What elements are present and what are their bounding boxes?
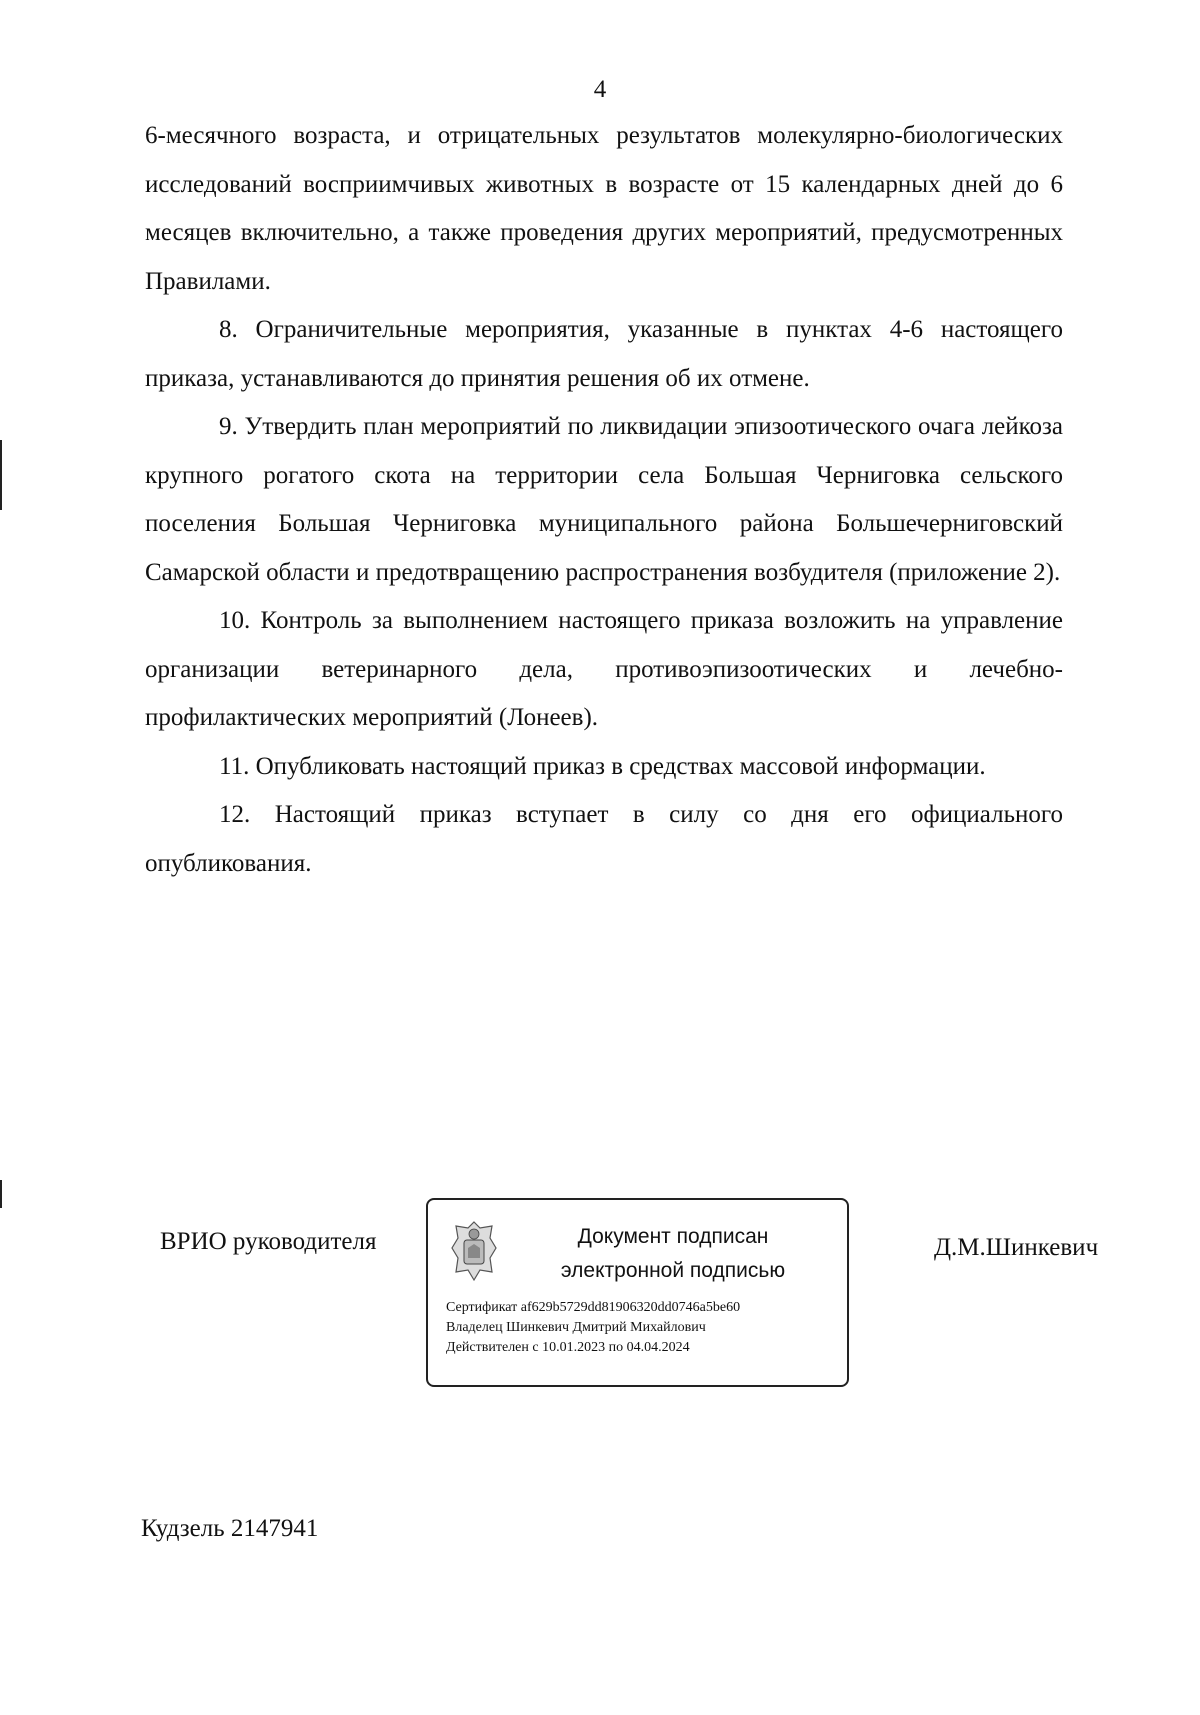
paragraph-item-9: 9. Утвердить план мероприятий по ликвидации эпизоотического очага лейкоза крупного рогатого скота на территории села Большая Черниговка сельского поселения Большая Черниговка муниципального района Большечерниговский Самарской области и предотвращению распространения возбудителя (приложение 2).: [145, 413, 1063, 586]
page-number: 4: [593, 76, 607, 103]
signature-block: [0, 1198, 1200, 1398]
paragraph-item-10: 10. Контроль за выполнением настоящего приказа возложить на управление организации ветеринарного дела, противоэпизоотических и лечебно-профилактических мероприятий (Лонеев).: [145, 607, 1063, 731]
stamp-details: [446, 1298, 740, 1358]
certificate-number: Сертификат af629b5729dd81906320dd0746a5be60: [446, 1300, 741, 1315]
certificate-owner: Владелец Шинкевич Дмитрий Михайлович: [446, 1320, 706, 1335]
paragraph-item-11: 11. Опубликовать настоящий приказ в средствах массовой информации.: [219, 752, 986, 780]
paragraph-continuation: 6-месячного возраста, и отрицательных результатов молекулярно-биологических исследований восприимчивых животных в возрасте от 15 календарных дней до 6 месяцев включительно, а также проведения других мероприятий, предусмотренных Правилами.: [145, 122, 1063, 295]
signer-title: ВРИО руководителя: [160, 1228, 377, 1255]
coat-of-arms-icon: [446, 1218, 502, 1284]
signer-name: Д.М.Шинкевич: [934, 1234, 1099, 1261]
scan-edge-mark: [0, 440, 2, 510]
stamp-heading-line: электронной подписью: [560, 1259, 786, 1282]
stamp-heading: [518, 1220, 828, 1288]
stamp-heading-line: Документ подписан: [577, 1225, 769, 1248]
certificate-validity: Действителен с 10.01.2023 по 04.04.2024: [446, 1340, 690, 1355]
executor-info: Кудзель 2147941: [141, 1515, 319, 1542]
paragraph-item-8: 8. Ограничительные мероприятия, указанные в пунктах 4-6 настоящего приказа, устанавливаются до принятия решения об их отмене.: [145, 316, 1063, 392]
document-body: [145, 112, 1063, 888]
electronic-signature-stamp: [426, 1198, 849, 1387]
paragraph-item-12: 12. Настоящий приказ вступает в силу со дня его официального опубликования.: [145, 801, 1063, 877]
